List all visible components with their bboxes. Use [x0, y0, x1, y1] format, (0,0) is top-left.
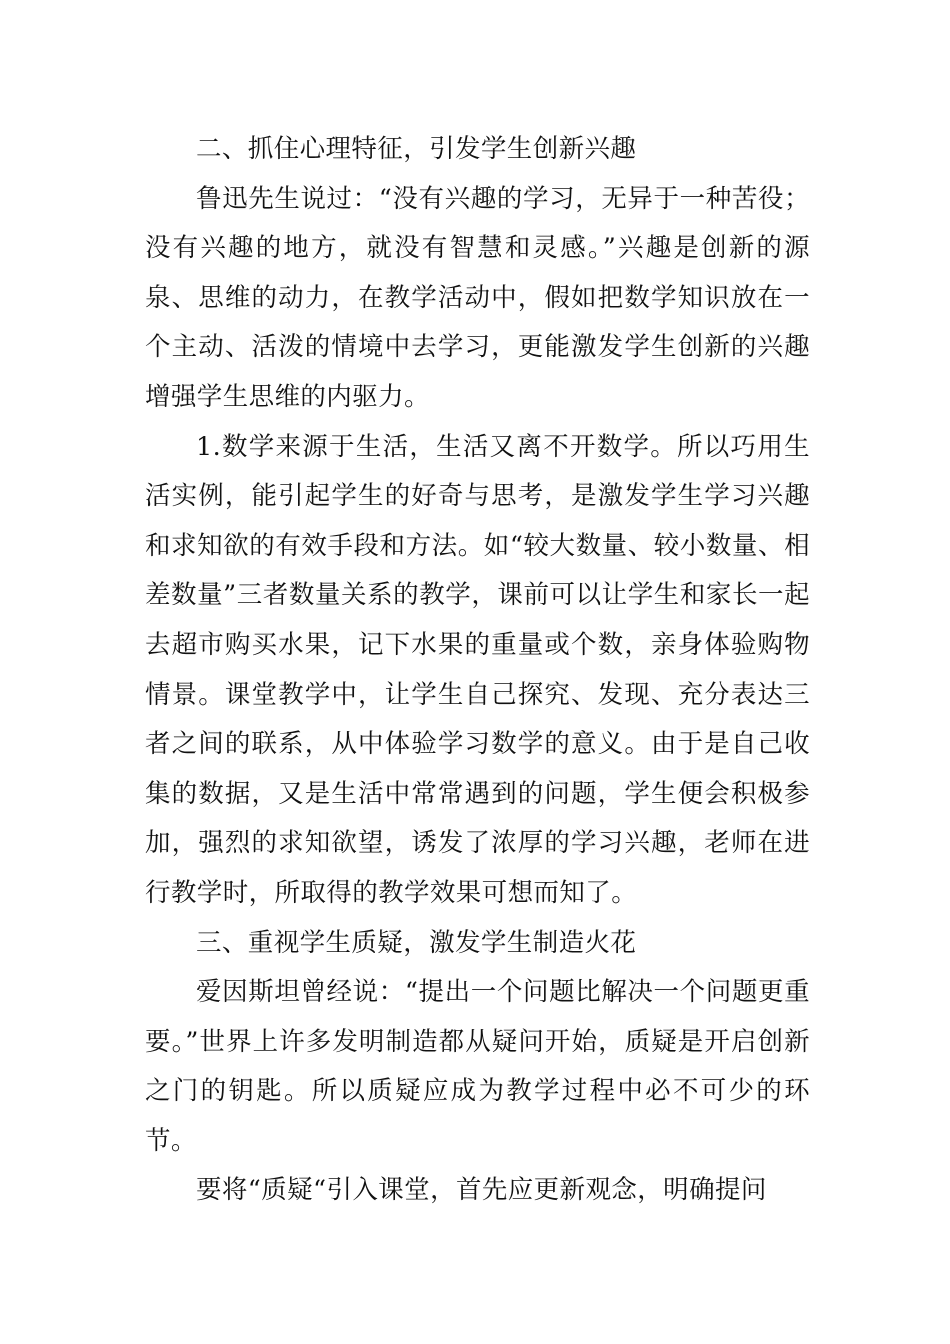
document-body — [145, 125, 810, 1216]
paragraph-life-examples: 1.数学来源于生活，生活又离不开数学。所以巧用生活实例，能引起学生的好奇与思考，是激发学生学习兴趣和求知欲的有效手段和方法。如“较大数量、较小数量、相差数量”三者数量关系的教学，课前可以让学生和家长一起去超市购买水果，记下水果的重量或个数，亲身体验购物情景。课堂教学中，让学生自己探究、发现、充分表达三者之间的联系，从中体验学习数学的意义。由于是自己收集的数据，又是生活中常常遇到的问题，学生便会积极参加，强烈的求知欲望，诱发了浓厚的学习兴趣，老师在进行教学时，所取得的教学效果可想而知了。 — [145, 431, 810, 908]
paragraph-luxun-quote: 鲁迅先生说过：“没有兴趣的学习，无异于一种苦役；没有兴趣的地方，就没有智慧和灵感。”兴趣是创新的源泉、思维的动力，在教学活动中，假如把数学知识放在一个主动、活泼的情境中去学习，更能激发学生创新的兴趣增强学生思维的内驱力。 — [145, 183, 810, 412]
section-heading-3: 三、重视学生质疑，激发学生制造火花 — [196, 927, 637, 958]
paragraph-questioning: 要将“质疑“引入课堂，首先应更新观念，明确提问 — [196, 1175, 767, 1206]
section-heading-2: 二、抓住心理特征，引发学生创新兴趣 — [196, 134, 637, 164]
paragraph-einstein-quote: 爱因斯坦曾经说：“提出一个问题比解决一个问题更重要。”世界上许多发明制造都从疑问开始，质疑是开启创新之门的钥匙。所以质疑应成为教学过程中必不可少的环节。 — [145, 977, 810, 1156]
